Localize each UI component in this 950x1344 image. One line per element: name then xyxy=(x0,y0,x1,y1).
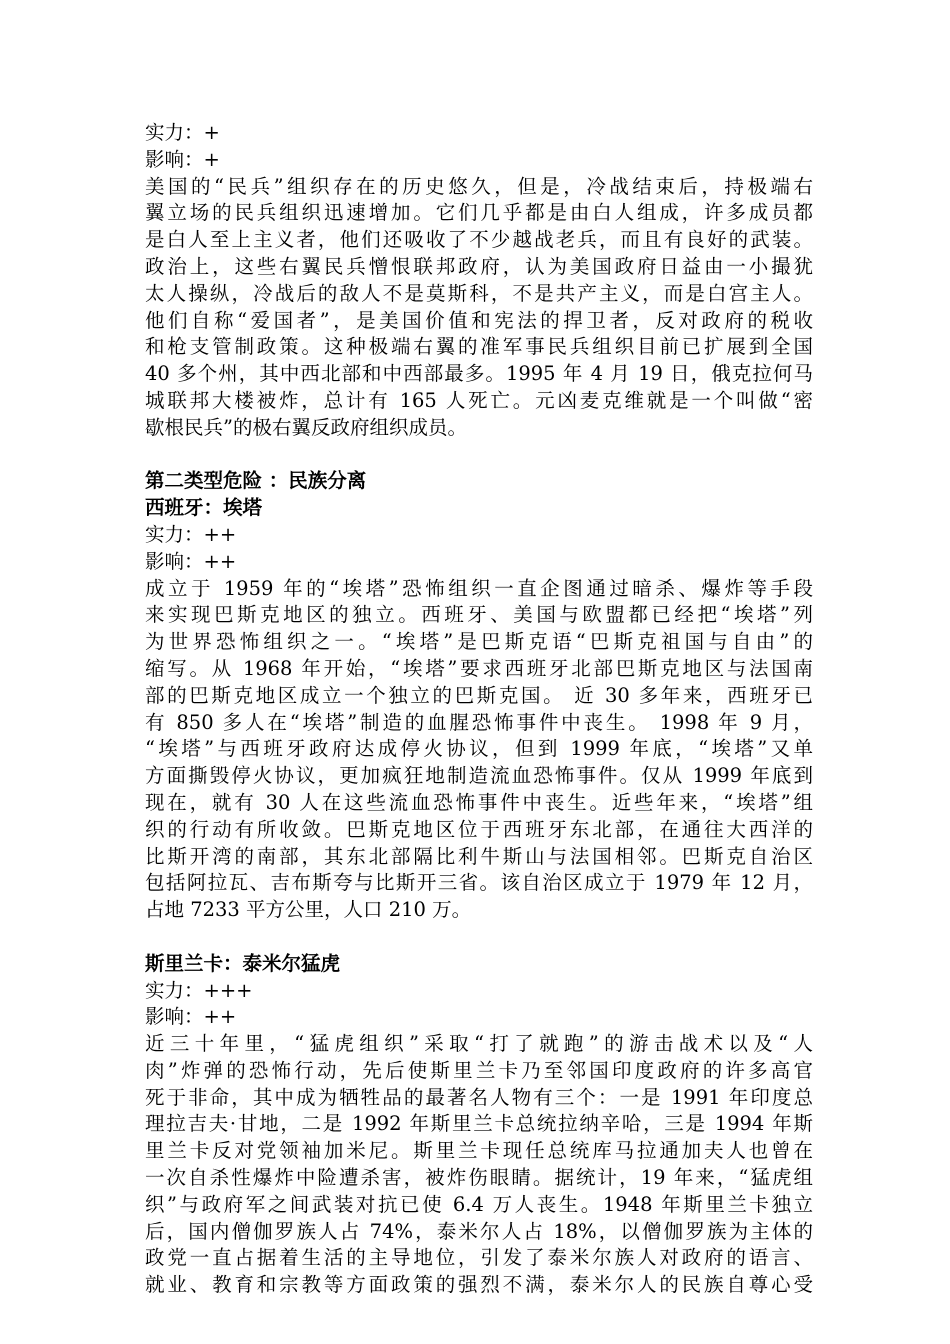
paragraph-line: 就业、教育和宗教等方面政策的强烈不满，泰米尔人的民族自尊心受 xyxy=(145,1273,813,1297)
paragraph-line: 来实现巴斯克地区的独立。西班牙、美国与欧盟都已经把“埃塔”列 xyxy=(145,603,813,627)
paragraph-line: 肉”炸弹的恐怖行动，先后使斯里兰卡乃至邻国印度政府的许多高官 xyxy=(145,1058,813,1082)
paragraph-line: 织”与政府军之间武装对抗已使 6.4 万人丧生。1948 年斯里兰卡独立 xyxy=(145,1192,813,1216)
impact-rating: 影响：++ xyxy=(145,549,237,573)
tamil-tigers-paragraph xyxy=(145,1031,813,1299)
strength-rating: 实力：+ xyxy=(145,121,220,144)
paragraph-line: 比斯开湾的南部，其东北部隔比利牛斯山与法国相邻。巴斯克自治区 xyxy=(145,844,813,868)
blank-line xyxy=(145,924,813,951)
paragraph-line: 太人操纵，冷战后的敌人不是莫斯科，不是共产主义，而是白宫主人。 xyxy=(145,281,813,305)
paragraph-line: 40 多个州，其中西北部和中西部最多。1995 年 4 月 19 日，俄克拉何马 xyxy=(145,362,813,386)
paragraph-line: 理拉吉夫·甘地，二是 1992 年斯里兰卡总统拉纳辛哈，三是 1994 年斯 xyxy=(145,1112,813,1136)
impact-rating: 影响：++ xyxy=(145,1005,237,1029)
paragraph-line: 翼立场的民兵组织迅速增加。它们几乎都是由白人组成，许多成员都 xyxy=(145,201,813,225)
paragraph-line: 现在，就有 30 人在这些流血恐怖事件中丧生。近些年来，“埃塔”组 xyxy=(145,790,813,814)
blank-line xyxy=(145,442,813,469)
paragraph-line: “埃塔”与西班牙政府达成停火协议，但到 1999 年底，“埃塔”又单 xyxy=(145,737,813,761)
paragraph-line: 占地 7233 平方公里，人口 210 万。 xyxy=(145,898,472,922)
paragraph-line: 政治上，这些右翼民兵憎恨联邦政府，认为美国政府日益由一小撮犹 xyxy=(145,254,813,278)
paragraph-line: 为世界恐怖组织之一。“埃塔”是巴斯克语“巴斯克祖国与自由”的 xyxy=(145,630,813,654)
section-heading: 第二类型危险 ：民族分离 xyxy=(145,469,367,493)
paragraph-line: 是白人至上主义者，他们还吸收了不少越战老兵，而且有良好的武装。 xyxy=(145,228,813,252)
subsection-heading-spain: 西班牙：埃塔 xyxy=(145,496,263,520)
strength-rating: 实力：+++ xyxy=(145,978,253,1002)
paragraph-line: 近三十年里，“猛虎组织”采取“打了就跑”的游击战术以及“人 xyxy=(145,1032,813,1056)
paragraph-line: 织的行动有所收敛。巴斯克地区位于西班牙东北部，在通往大西洋的 xyxy=(145,817,813,841)
paragraph-line: 成立于 1959 年的“埃塔”恐怖组织一直企图通过暗杀、爆炸等手段 xyxy=(145,576,813,600)
paragraph-line: 歇根民兵”的极右翼反政府组织成员。 xyxy=(145,415,467,439)
paragraph-line: 死于非命，其中成为牺牲品的最著名人物有三个：一是 1991 年印度总 xyxy=(145,1085,813,1109)
paragraph-line: 一次自杀性爆炸中险遭杀害，被炸伤眼睛。据统计，19 年来，“猛虎组 xyxy=(145,1166,813,1190)
paragraph-line: 政党一直占据着生活的主导地位，引发了泰米尔族人对政府的语言、 xyxy=(145,1246,813,1270)
paragraph-line: 和枪支管制政策。这种极端右翼的准军事民兵组织目前已扩展到全国 xyxy=(145,335,813,359)
eta-paragraph xyxy=(145,576,813,924)
paragraph-line: 里兰卡反对党领袖加米尼。斯里兰卡现任总统库马拉通加夫人也曾在 xyxy=(145,1139,813,1163)
paragraph-line: 包括阿拉瓦、吉布斯夸与比斯开三省。该自治区成立于 1979 年 12 月， xyxy=(145,871,813,895)
paragraph-line: 部的巴斯克地区成立一个独立的巴斯克国。 近 30 多年来，西班牙已 xyxy=(145,683,813,707)
subsection-heading-srilanka: 斯里兰卡：泰米尔猛虎 xyxy=(145,951,341,975)
us-militia-paragraph xyxy=(145,174,813,442)
strength-rating: 实力：++ xyxy=(145,522,237,546)
paragraph-line: 他们自称“爱国者”，是美国价值和宪法的捍卫者，反对政府的税收 xyxy=(145,308,813,332)
impact-rating: 影响：+ xyxy=(145,147,220,171)
paragraph-line: 缩写。从 1968 年开始，“埃塔”要求西班牙北部巴斯克地区与法国南 xyxy=(145,656,813,680)
document-page xyxy=(145,120,813,1299)
paragraph-line: 美国的“民兵”组织存在的历史悠久，但是，冷战结束后，持极端右 xyxy=(145,174,813,198)
paragraph-line: 有 850 多人在“埃塔”制造的血腥恐怖事件中丧生。 1998 年 9 月， xyxy=(145,710,813,734)
paragraph-line: 城联邦大楼被炸，总计有 165 人死亡。元凶麦克维就是一个叫做“密 xyxy=(145,388,813,412)
paragraph-line: 后，国内僧伽罗族人占 74%，泰米尔人占 18%，以僧伽罗族为主体的 xyxy=(145,1219,813,1243)
paragraph-line: 方面撕毁停火协议，更加疯狂地制造流血恐怖事件。仅从 1999 年底到 xyxy=(145,764,813,788)
